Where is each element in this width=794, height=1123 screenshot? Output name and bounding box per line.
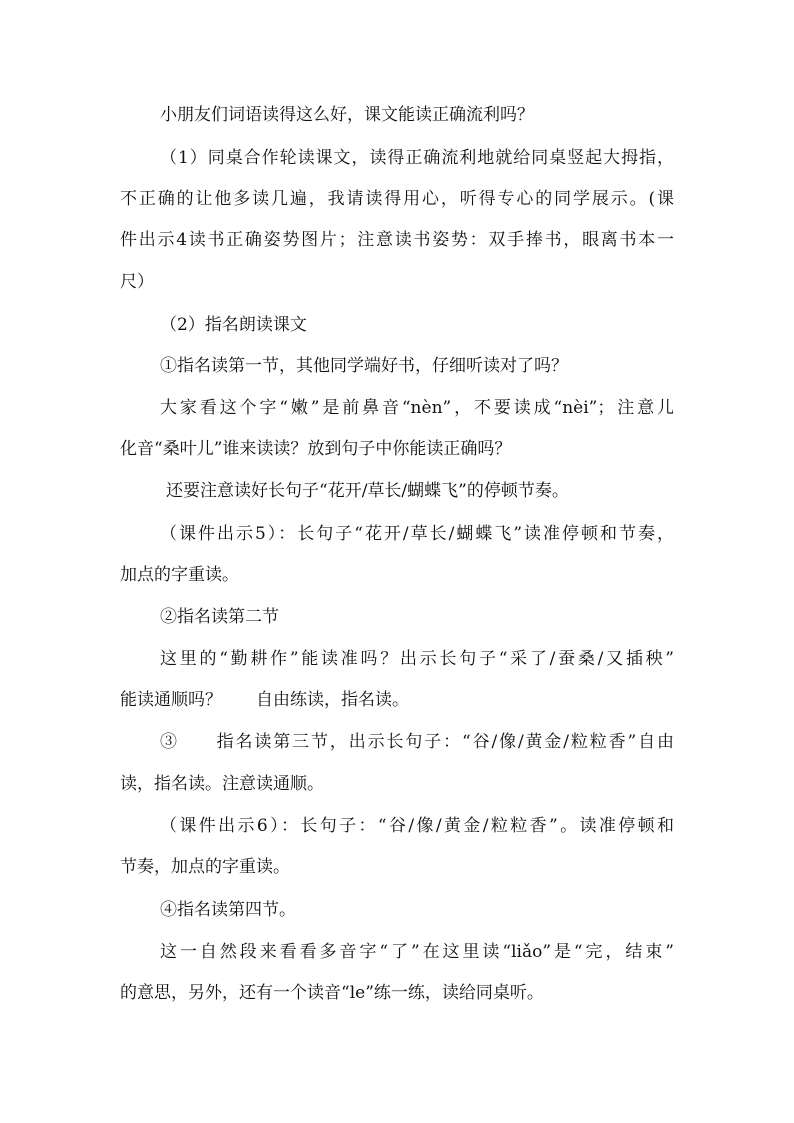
- paragraph-line: ②指名读第二节: [160, 607, 279, 627]
- paragraph-line: 的意思，另外，还有一个读音“le”练一练，读给同桌听。: [120, 983, 544, 1003]
- paragraph-line: （2）指名朗读课文: [160, 315, 307, 335]
- paragraph-line: （课件出示6）：长句子：“谷/像/黄金/粒粒香”。读准停顿和: [160, 816, 674, 836]
- paragraph-line: （课件出示5）：长句子“花开/草长/蝴蝶飞”读准停顿和节奏，: [160, 524, 674, 544]
- paragraph-line: 能读通顺吗？ 自由练读，指名读。: [120, 690, 409, 710]
- paragraph-line: 化音“桑叶儿”谁来读读？放到句子中你能读正确吗？: [120, 439, 512, 459]
- paragraph-line: 还要注意读好长句子“花开/草长/蝴蝶飞”的停顿节奏。: [166, 481, 569, 501]
- paragraph-line: 小朋友们词语读得这么好，课文能读正确流利吗？: [160, 105, 534, 125]
- paragraph-line: 读，指名读。注意读通顺。: [120, 774, 324, 794]
- paragraph-line: （1）同桌合作轮读课文，读得正确流利地就给同桌竖起大拇指，: [160, 148, 674, 168]
- paragraph-line: 这一自然段来看看多音字“了”在这里读“liǎo”是“完，结束”: [160, 942, 674, 962]
- paragraph-line: ③ 指名读第三节，出示长句子：“谷/像/黄金/粒粒香”自由: [160, 732, 674, 752]
- paragraph-line: 不正确的让他多读几遍，我请读得用心，听得专心的同学展示。(课: [120, 189, 674, 209]
- paragraph-line: 件出示4读书正确姿势图片；注意读书姿势：双手捧书，眼离书本一: [120, 230, 674, 250]
- paragraph-line: 加点的字重读。: [120, 565, 239, 585]
- paragraph-line: ①指名读第一节，其他同学端好书，仔细听读对了吗？: [160, 356, 568, 376]
- paragraph-line: 这里的“勤耕作”能读准吗？出示长句子“采了/蚕桑/又插秧”: [160, 649, 674, 669]
- paragraph-line: 尺）: [120, 272, 154, 292]
- paragraph-line: 节奏，加点的字重读。: [120, 857, 290, 877]
- paragraph-line: 大家看这个字“嫩”是前鼻音“nèn”，不要读成“nèi”；注意儿: [160, 398, 674, 418]
- paragraph-line: ④指名读第四节。: [160, 900, 296, 920]
